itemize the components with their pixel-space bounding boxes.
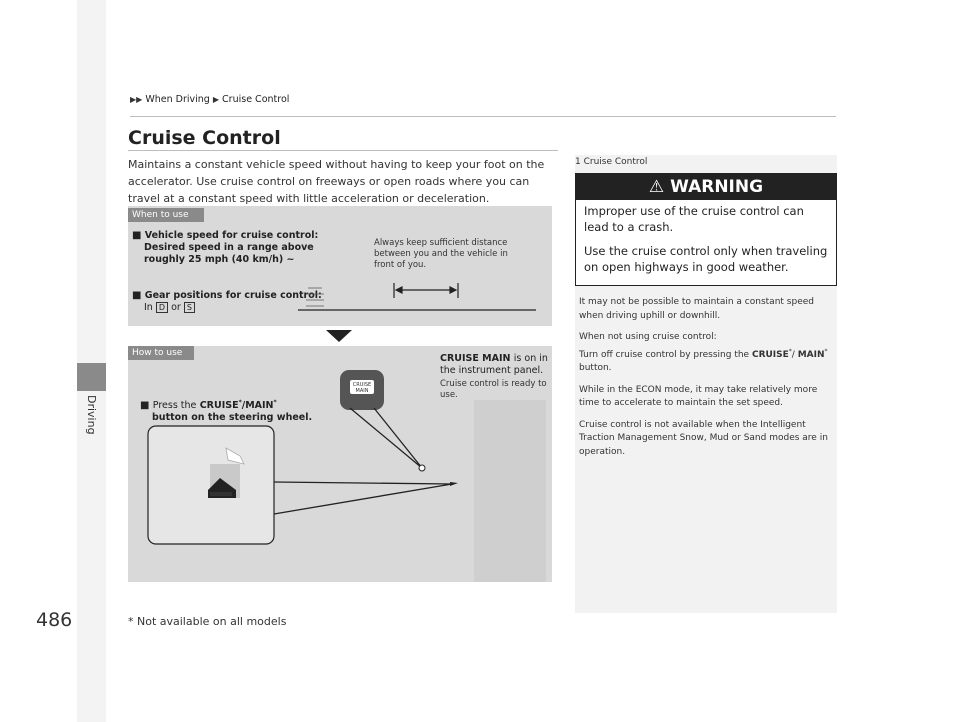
bullet-square-icon: ■ (132, 290, 142, 301)
section-tab-marker (77, 363, 106, 391)
note-main-label: MAIN (797, 349, 825, 360)
page-number: 486 (36, 609, 73, 631)
breadcrumb-parent[interactable]: When Driving (145, 94, 210, 105)
title-divider (128, 150, 558, 151)
note-traction: Cruise control is not available when the Intelligent Traction Management Snow, Mud or Sand modes are in operation. (579, 419, 828, 457)
section-side-tab (77, 0, 106, 722)
callout-lines (274, 408, 452, 514)
how-to-use-tag: How to use (128, 346, 194, 360)
when-to-use-tag: When to use (128, 208, 204, 222)
speed-value: Desired speed in a range above roughly 25 mph (40 km/h) ~ (144, 242, 314, 265)
sidebar-notes (579, 296, 831, 467)
indicator-location-dot (419, 465, 425, 471)
indicator-label-bottom: MAIN (355, 388, 369, 394)
gear-d-key: D (156, 302, 168, 313)
breadcrumb-arrow-icon: ▶▶ (130, 95, 143, 104)
section-label: Driving (85, 395, 98, 435)
ready-note: Cruise control is ready to use. (440, 379, 547, 400)
note-turn-off-head: When not using cruise control: (579, 332, 717, 342)
footnote: * Not available on all models (128, 615, 287, 628)
press-suffix: button on the steering wheel. (152, 412, 313, 424)
follow-car-icon (306, 288, 324, 306)
cruise-button-icon (208, 464, 240, 498)
press-cruise: CRUISE (199, 400, 239, 412)
indicator-label-top: CRUISE (352, 382, 372, 388)
warning-triangle-icon: ⚠ (648, 177, 665, 197)
callout-arrowhead-icon (450, 482, 458, 486)
intro-paragraph: Maintains a constant vehicle speed without having to keep your foot on the accelerator. Use cruise control on freeways or open roads where you can travel at a constant speed with little acceleration or deceleration. (128, 158, 545, 205)
distance-arrow-icon (394, 283, 458, 298)
note-uphill: It may not be possible to maintain a constant speed when driving uphill or downhill. (579, 297, 814, 321)
warning-line-2: Use the cruise control only when traveling on open highways in good weather. (584, 244, 828, 274)
note-asterisk: * (788, 347, 792, 355)
breadcrumb (130, 94, 289, 105)
note-turn-off-end: button. (579, 363, 612, 373)
bullet-square-icon: ■ (140, 400, 150, 412)
page-title: Cruise Control (128, 127, 281, 149)
gear-requirement (132, 290, 322, 314)
flow-arrow-icon (326, 330, 352, 342)
gear-s-key: S (184, 302, 195, 313)
cruise-main-label: CRUISE MAIN (440, 353, 511, 364)
road-illustration (298, 280, 538, 320)
sidebar-heading-text: Cruise Control (583, 157, 648, 167)
press-prefix: Press the (152, 400, 197, 412)
warning-text (584, 203, 830, 283)
press-asterisk: * (238, 399, 242, 406)
note-asterisk: * (824, 347, 828, 355)
sidebar-heading-number: 1 (575, 157, 581, 167)
warning-title: WARNING (670, 177, 764, 197)
sidebar-heading (575, 157, 647, 167)
warning-line-1: Improper use of the cruise control can lead to a crash. (584, 204, 804, 234)
breadcrumb-arrow-icon: ▶ (212, 95, 220, 104)
dashboard-illustration (140, 360, 552, 582)
press-asterisk: * (273, 399, 277, 406)
cruise-main-text: is on in the instrument panel. (440, 353, 548, 376)
speed-label: Vehicle speed for cruise control: (144, 230, 319, 241)
instrument-panel-shape (474, 400, 546, 582)
note-turn-off-text: Turn off cruise control by pressing the (579, 349, 750, 360)
breadcrumb-current: Cruise Control (222, 94, 290, 105)
press-main: MAIN (245, 400, 274, 412)
note-cruise-label: CRUISE (751, 349, 789, 360)
header-divider (130, 116, 836, 117)
distance-note: Always keep sufficient distance between you and the vehicle in front of you. (374, 238, 508, 270)
gear-label: Gear positions for cruise control: (144, 290, 322, 301)
gear-in-text: In (144, 302, 153, 313)
note-turn-off: When not using cruise control: Turn off cruise control by pressing the CRUISE*/ MAIN* button. (579, 332, 828, 373)
gear-or-text: or (171, 302, 181, 313)
warning-header (576, 174, 836, 200)
note-econ: While in the ECON mode, it may take relatively more time to accelerate to maintain the set speed. (579, 384, 818, 408)
press-instruction: ■ Press the CRUISE*/MAIN* button on the steering wheel. (140, 397, 330, 424)
speed-requirement (132, 230, 332, 266)
bullet-square-icon: ■ (132, 230, 142, 241)
